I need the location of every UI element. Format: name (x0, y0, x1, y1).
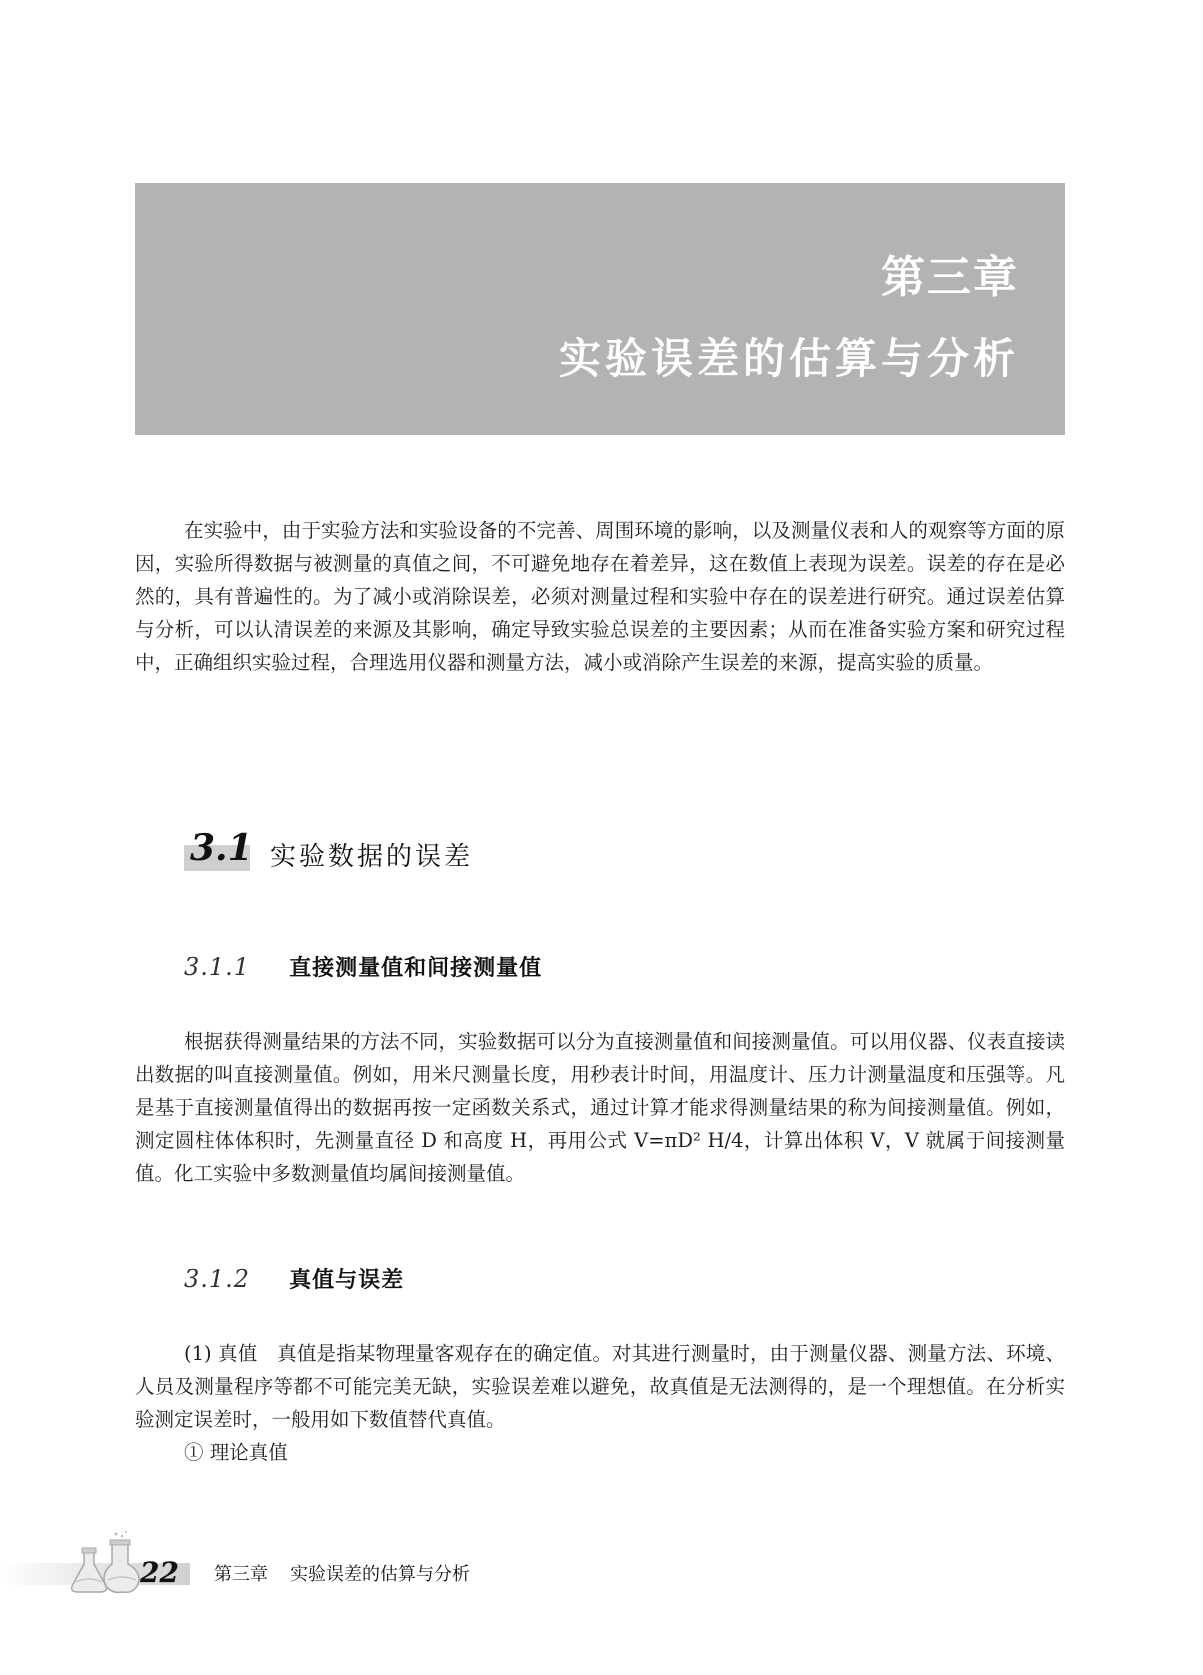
list-item-theoretical-true-value: ① 理论真值 (184, 1441, 288, 1464)
subsection-heading-2 (184, 1263, 404, 1294)
intro-paragraph: 在实验中，由于实验方法和实验设备的不完善、周围环境的影响，以及测量仪表和人的观察等方面的原因，实验所得数据与被测量的真值之间，不可避免地存在着差异，这在数值上表现为误差。误差的存在是必然的，具有普遍性的。为了减小或消除误差，必须对测量过程和实验中存在的误差进行研究。通过误差估算与分析，可以认清误差的来源及其影响，确定导致实验总误差的主要因素；从而在准备实验方案和研究过程中，正确组织实验过程，合理选用仪器和测量方法，减小或消除产生误差的来源，提高实验的质量。 (135, 519, 1065, 674)
section-number: 3.1 (190, 827, 253, 869)
chapter-title: 实验误差的估算与分析 (558, 334, 1019, 383)
true-value-paragraph: (1) 真值 真值是指某物理量客观存在的确定值。对其进行测量时，由于测量仪器、测量方法、环境、人员及测量程序等都不可能完美无缺，实验误差难以避免，故真值是无法测得的，是一个理想值。在分析实验测定误差时，一般用如下数值替代真值。 (135, 1342, 1065, 1431)
chapter-banner (135, 183, 1065, 435)
running-head-title: 实验误差的估算与分析 (290, 1564, 470, 1585)
subsection-heading-1 (184, 951, 542, 982)
section-title: 实验数据的误差 (270, 842, 474, 872)
subsection-number: 3.1.2 (184, 1265, 251, 1293)
lab-flask-icon (66, 1530, 146, 1596)
direct-indirect-paragraph: 根据获得测量结果的方法不同，实验数据可以分为直接测量值和间接测量值。可以用仪器、仪表直接读出数据的叫直接测量值。例如，用米尺测量长度，用秒表计时间，用温度计、压力计测量温度和压强等。凡是基于直接测量值得出的数据再按一定函数关系式，通过计算才能求得测量结果的称为间接测量值。例如，测定圆柱体体积时，先测量直径 D 和高度 H，再用公式 V=πD² H/4，计算出体积 V，V 就属于间接测量值。化工实验中多数测量值均属间接测量值。 (135, 1030, 1065, 1185)
running-head-chapter: 第三章 (214, 1564, 268, 1585)
subsection-title: 真值与误差 (289, 1268, 405, 1293)
chapter-number: 第三章 (881, 252, 1019, 303)
subsection-title: 直接测量值和间接测量值 (289, 956, 543, 981)
page-number: 22 (140, 1556, 179, 1589)
running-head (214, 1560, 470, 1586)
subsection-number: 3.1.1 (184, 953, 251, 981)
